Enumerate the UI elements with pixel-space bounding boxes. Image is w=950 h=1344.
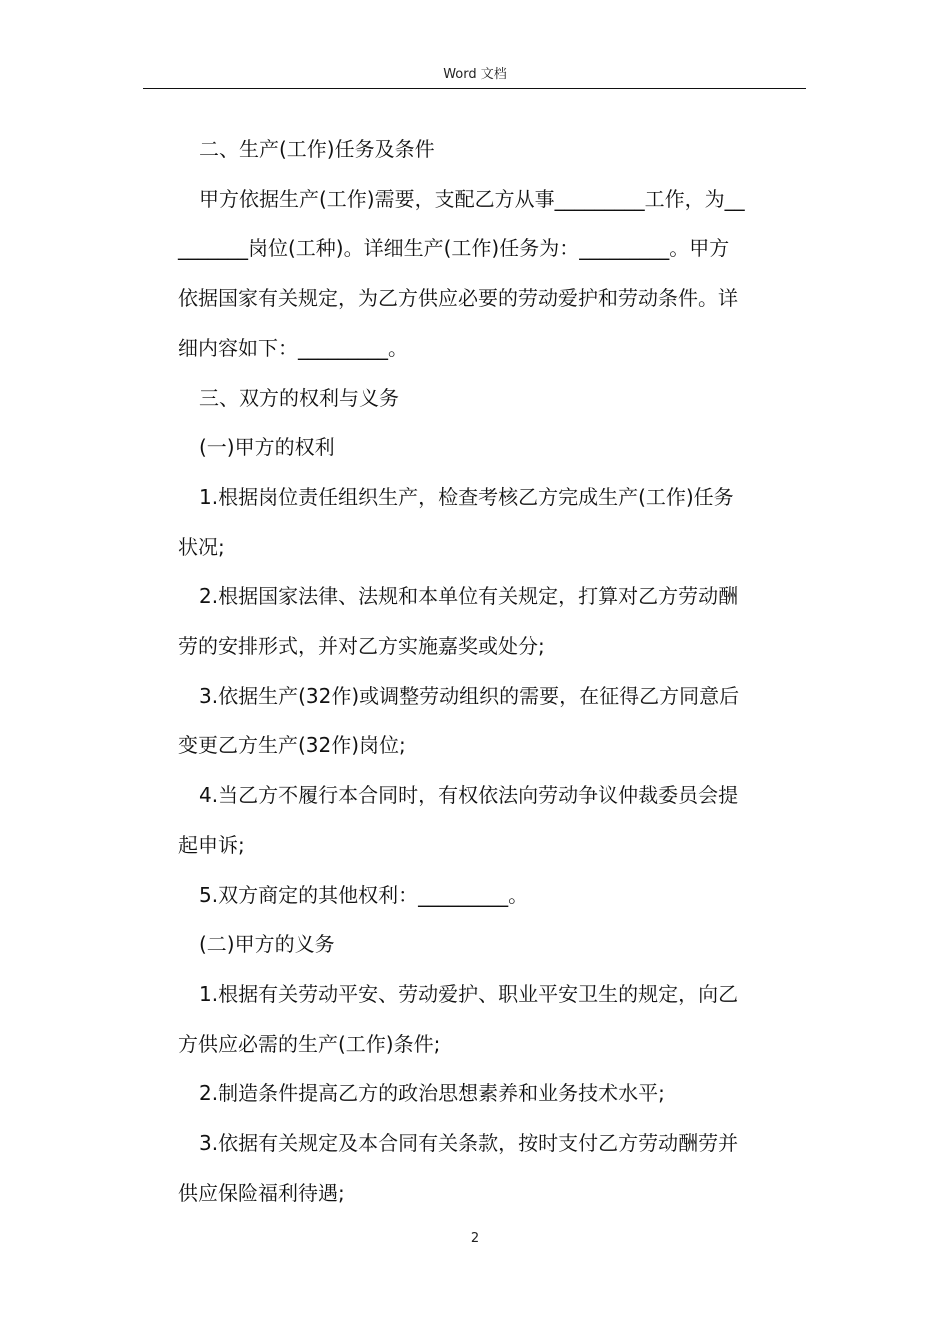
text-line: 状况; — [178, 534, 225, 559]
text-line: 三、双方的权利与义务 — [199, 385, 399, 410]
text-line: (一)甲方的权利 — [199, 435, 335, 460]
page-header-title: Word 文档 — [443, 67, 507, 82]
text-line: 方供应必需的生产(工作)条件; — [178, 1031, 441, 1056]
text-line: 供应保险福利待遇; — [178, 1180, 345, 1205]
text-line: 2.根据国家法律、法规和本单位有关规定，打算对乙方劳动酬 — [199, 584, 739, 609]
text-line: 5.双方商定的其他权利：_________。 — [199, 882, 529, 907]
text-line: 变更乙方生产(32作)岗位; — [178, 733, 406, 758]
text-line: 劳的安排形式，并对乙方实施嘉奖或处分; — [178, 634, 545, 659]
document-body — [178, 125, 806, 1218]
text-line: 1.根据岗位责任组织生产，检查考核乙方完成生产(工作)任务 — [199, 484, 734, 509]
text-line: _______岗位(工种)。详细生产(工作)任务为：_________。甲方 — [178, 236, 730, 261]
text-line: 4.当乙方不履行本合同时，有权依法向劳动争议仲裁委员会提 — [199, 783, 739, 808]
text-line: 依据国家有关规定，为乙方供应必要的劳动爱护和劳动条件。详 — [178, 286, 738, 311]
page-number: 2 — [470, 1231, 480, 1246]
text-line: 甲方依据生产(工作)需要，支配乙方从事_________工作，为__ — [199, 186, 745, 211]
text-line: 二、生产(工作)任务及条件 — [199, 137, 435, 161]
text-line: (二)甲方的义务 — [199, 932, 335, 957]
text-line: 2.制造条件提高乙方的政治思想素养和业务技术水平; — [199, 1081, 665, 1106]
text-line: 3.依据生产(32作)或调整劳动组织的需要，在征得乙方同意后 — [199, 683, 740, 708]
text-line: 细内容如下：_________。 — [178, 335, 408, 360]
text-line: 1.根据有关劳动平安、劳动爱护、职业平安卫生的规定，向乙 — [199, 981, 739, 1006]
text-line: 3.依据有关规定及本合同有关条款，按时支付乙方劳动酬劳并 — [199, 1131, 739, 1156]
header-rule — [143, 88, 806, 89]
text-line: 起申诉; — [178, 832, 245, 857]
